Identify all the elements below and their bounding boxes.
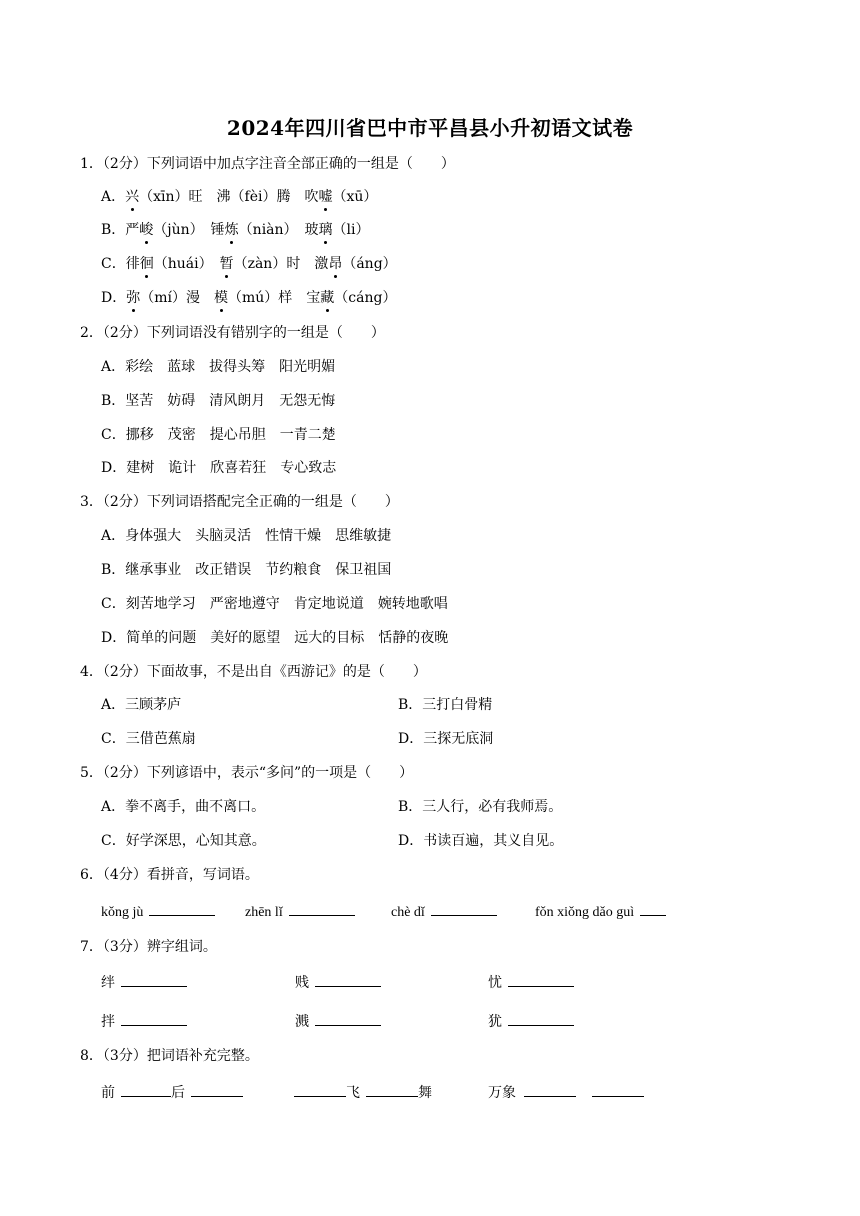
question-2-option-a: A．彩绘 蓝球 拔得头筹 阳光明媚 bbox=[101, 359, 336, 375]
question-2-stem: 2．（2分）下列词语没有错别字的一组是（ ） bbox=[80, 325, 385, 341]
question-2-option-d: D．建树 诡计 欣喜若狂 专心致志 bbox=[101, 460, 337, 476]
question-3-option-b: B．继承事业 改正错误 节约粮食 保卫祖国 bbox=[101, 562, 392, 578]
question-3-option-c: C．刻苦地学习 严密地遵守 肯定地说道 婉转地歌唱 bbox=[101, 596, 448, 612]
answer-blank[interactable] bbox=[121, 972, 187, 987]
question-3-option-d: D．简单的问题 美好的愿望 远大的目标 恬静的夜晚 bbox=[101, 630, 449, 646]
answer-blank[interactable] bbox=[121, 1082, 171, 1097]
question-4-option-a: A．三顾茅庐 bbox=[101, 697, 182, 713]
answer-blank[interactable] bbox=[508, 1011, 574, 1026]
question-5-option-c: C．好学深思，心知其意。 bbox=[101, 833, 266, 849]
idiom-item-3: 万象 bbox=[488, 1082, 644, 1103]
question-2-option-c: C．挪移 茂密 提心吊胆 一青二楚 bbox=[101, 427, 336, 443]
answer-blank[interactable] bbox=[315, 1011, 381, 1026]
answer-blank[interactable] bbox=[121, 1011, 187, 1026]
char-item: 犹 bbox=[488, 1011, 574, 1032]
pinyin-item-3: chè dǐ bbox=[391, 901, 497, 923]
question-8-stem: 8．（3分）把词语补充完整。 bbox=[80, 1048, 259, 1064]
question-1-stem: 1．（2分）下列词语中加点字注音全部正确的一组是（ ） bbox=[80, 156, 455, 172]
question-2-option-b: B．坚苦 妨碍 清风朗月 无怨无悔 bbox=[101, 393, 336, 409]
question-4-option-b: B．三打白骨精 bbox=[398, 697, 493, 713]
pinyin-item-2: zhēn lǐ bbox=[245, 901, 355, 923]
answer-blank[interactable] bbox=[431, 901, 497, 916]
idiom-item-2: 飞 舞 bbox=[288, 1082, 432, 1103]
question-4-option-c: C．三借芭蕉扇 bbox=[101, 731, 196, 747]
idiom-item-1: 前 后 bbox=[101, 1082, 243, 1103]
question-4-stem: 4．（2分）下面故事，不是出自《西游记》的是（ ） bbox=[80, 664, 427, 680]
question-1-option-c: C．徘徊（huái） 暂（zàn）时 激昂（áng） bbox=[101, 256, 397, 272]
answer-blank[interactable] bbox=[149, 901, 215, 916]
answer-blank[interactable] bbox=[640, 901, 666, 916]
char-item: 贱 bbox=[295, 972, 381, 993]
answer-blank[interactable] bbox=[294, 1082, 346, 1097]
pinyin-item-4: fǒn xiǒng dǎo guì bbox=[535, 901, 666, 923]
char-item: 溅 bbox=[295, 1011, 381, 1032]
question-3-stem: 3．（2分）下列词语搭配完全正确的一组是（ ） bbox=[80, 494, 399, 510]
question-1-option-a: A．兴（xīn）旺 沸（fèi）腾 吹嘘（xū） bbox=[101, 189, 378, 205]
question-5-option-d: D．书读百遍，其义自见。 bbox=[398, 833, 564, 849]
char-item: 拌 bbox=[101, 1011, 187, 1032]
pinyin-item-1: kǒng jù bbox=[101, 901, 215, 923]
char-item: 忧 bbox=[488, 972, 574, 993]
question-3-option-a: A．身体强大 头脑灵活 性情干燥 思维敏捷 bbox=[101, 528, 392, 544]
answer-blank[interactable] bbox=[524, 1082, 576, 1097]
question-7-stem: 7．（3分）辨字组词。 bbox=[80, 939, 217, 955]
answer-blank[interactable] bbox=[508, 972, 574, 987]
question-5-option-b: B．三人行，必有我师焉。 bbox=[398, 799, 563, 815]
exam-title: 2024年四川省巴中市平昌县小升初语文试卷 bbox=[226, 116, 634, 140]
answer-blank[interactable] bbox=[191, 1082, 243, 1097]
answer-blank[interactable] bbox=[315, 972, 381, 987]
question-5-option-a: A．拳不离手，曲不离口。 bbox=[101, 799, 266, 815]
answer-blank[interactable] bbox=[366, 1082, 418, 1097]
question-4-option-d: D．三探无底洞 bbox=[398, 731, 494, 747]
question-5-stem: 5．（2分）下列谚语中，表示“多问”的一项是（ ） bbox=[80, 765, 414, 781]
answer-blank[interactable] bbox=[289, 901, 355, 916]
answer-blank[interactable] bbox=[592, 1082, 644, 1097]
question-1-option-b: B．严峻（jùn） 锤炼（niàn） 玻璃（li） bbox=[101, 222, 370, 238]
question-6-stem: 6．（4分）看拼音，写词语。 bbox=[80, 867, 259, 883]
char-item: 绊 bbox=[101, 972, 187, 993]
question-1-option-d: D．弥（mí）漫 模（mú）样 宝藏（cáng） bbox=[101, 290, 397, 306]
